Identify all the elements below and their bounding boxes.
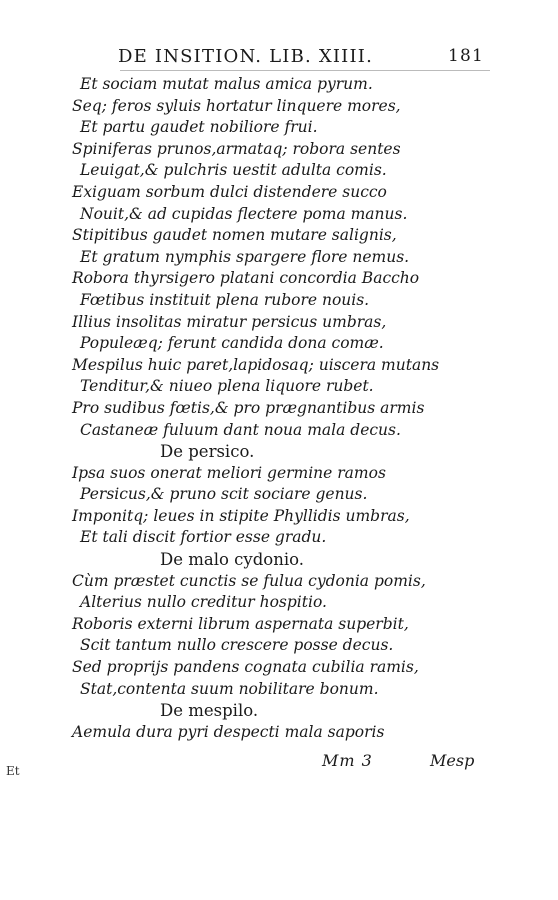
verse-line: Illius insolitas miratur persicus umbras, xyxy=(72,312,387,331)
margin-mark: Et xyxy=(6,764,20,778)
verse-line: Et gratum nymphis spargere flore nemus. xyxy=(80,247,410,266)
verse-line: Aemula dura pyri despecti mala saporis xyxy=(72,722,385,741)
verse-line: Et sociam mutat malus amica pyrum. xyxy=(80,75,373,93)
header-rule xyxy=(120,70,490,71)
verse-line: Scit tantum nullo crescere posse decus. xyxy=(80,636,394,655)
verse-line: Spiniferas prunos,armataq; robora sentes xyxy=(72,139,401,158)
running-head: DE INSITION. LIB. XIIII. xyxy=(118,46,374,67)
verse-line: Imponitq; leues in stipite Phyllidis umbras, xyxy=(72,506,410,525)
page-header xyxy=(118,46,498,67)
verse-line: Castaneæ fuluum dant noua mala decus. xyxy=(80,420,401,439)
poem-text xyxy=(72,74,512,743)
verse-line: Tenditur,& niueo plena liquore rubet. xyxy=(80,377,374,396)
verse-line: Seq; feros syluis hortatur linquere mores, xyxy=(72,96,401,115)
verse-line: Stipitibus gaudet nomen mutare salignis, xyxy=(72,226,397,245)
verse-line: Alterius nullo creditur hospitio. xyxy=(80,593,327,612)
verse-line: Et partu gaudet nobiliore frui. xyxy=(80,118,318,137)
page-number: 181 xyxy=(447,46,484,66)
verse-line: Sed proprijs pandens cognata cubilia ramis, xyxy=(72,658,419,677)
verse-line: Et tali discit fortior esse gradu. xyxy=(80,528,327,547)
verse-line: Exiguam sorbum dulci distendere succo xyxy=(72,182,387,201)
verse-line: Fœtibus instituit plena rubore nouis. xyxy=(80,290,370,309)
verse-line: Mespilus huic paret,lapidosaq; uiscera mutans xyxy=(72,355,440,374)
verse-line: Robora thyrsigero platani concordia Baccho xyxy=(72,269,420,288)
verse-line: Pro sudibus fœtis,& pro prægnantibus armis xyxy=(72,398,425,417)
signature-mark: Mm 3 xyxy=(322,751,373,770)
section-heading: De persico. xyxy=(160,442,255,462)
verse-line: Leuigat,& pulchris uestit adulta comis. xyxy=(80,161,387,180)
verse-line: Stat,contenta suum nobilitare bonum. xyxy=(80,679,379,698)
section-heading: De malo cydonio. xyxy=(160,550,305,570)
verse-line: Nouit,& ad cupidas flectere poma manus. xyxy=(80,204,408,223)
verse-line: Persicus,& pruno scit sociare genus. xyxy=(80,485,368,504)
verse-line: Populeæq; ferunt candida dona comæ. xyxy=(80,334,384,353)
verse-line: Roboris externi librum aspernata superbit, xyxy=(72,614,409,633)
catchword: Mesp xyxy=(430,751,475,770)
section-heading: De mespilo. xyxy=(160,701,259,721)
verse-line: Ipsa suos onerat meliori germine ramos xyxy=(72,463,386,482)
verse-line: Cùm præstet cunctis se fulua cydonia pomis, xyxy=(72,571,426,590)
